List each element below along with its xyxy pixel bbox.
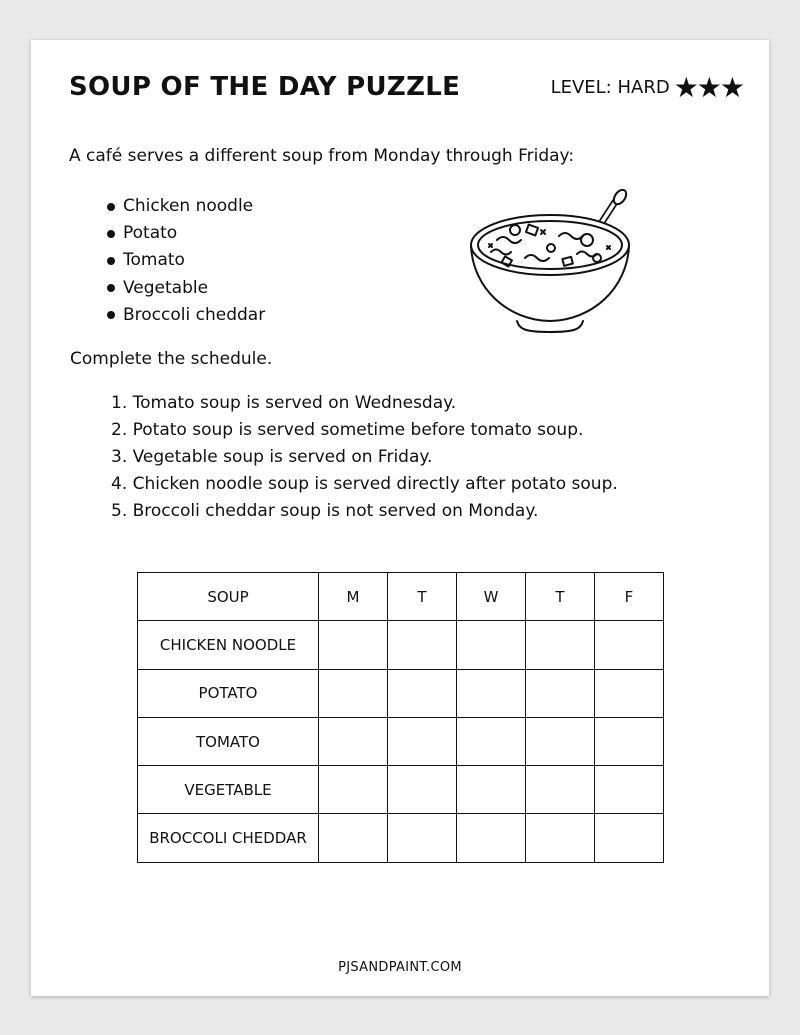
grid-header-day: T: [388, 573, 457, 621]
grid-cell[interactable]: [526, 621, 595, 669]
grid-cell[interactable]: [595, 669, 664, 717]
worksheet-page: [31, 40, 769, 996]
bullet-icon: [107, 203, 115, 211]
grid-cell[interactable]: [526, 766, 595, 814]
clue-item: 4. Chicken noodle soup is served directly after potato soup.: [111, 474, 618, 494]
soup-bowl-icon: [467, 188, 633, 338]
grid-row-label: TOMATO: [138, 717, 319, 765]
grid-cell[interactable]: [457, 669, 526, 717]
grid-cell[interactable]: [388, 766, 457, 814]
clue-item: 5. Broccoli cheddar soup is not served on Monday.: [111, 501, 539, 521]
clue-item: 1. Tomato soup is served on Wednesday.: [111, 393, 457, 413]
grid-header-soup: SOUP: [138, 573, 319, 621]
bullet-icon: [107, 284, 115, 292]
grid-cell[interactable]: [526, 814, 595, 862]
grid-cell[interactable]: [457, 621, 526, 669]
grid-cell[interactable]: [526, 669, 595, 717]
clue-item: 2. Potato soup is served sometime before tomato soup.: [111, 420, 584, 440]
grid-header-day: M: [319, 573, 388, 621]
list-item: Vegetable: [107, 275, 265, 302]
clue-list: [111, 390, 618, 525]
star-rating-icon: ★★★: [673, 71, 743, 104]
grid-cell[interactable]: [388, 814, 457, 862]
grid-row-label: CHICKEN NOODLE: [138, 621, 319, 669]
bullet-icon: [107, 257, 115, 265]
schedule-grid: [137, 572, 664, 863]
grid-header-day: T: [526, 573, 595, 621]
soup-list: [107, 193, 265, 329]
grid-cell[interactable]: [388, 669, 457, 717]
page-title: SOUP OF THE DAY PUZZLE: [69, 72, 461, 102]
grid-cell[interactable]: [319, 814, 388, 862]
grid-cell[interactable]: [319, 717, 388, 765]
grid-header-day: F: [595, 573, 664, 621]
difficulty-level: [550, 71, 743, 104]
grid-row-label: BROCCOLI CHEDDAR: [138, 814, 319, 862]
table-row: [138, 669, 664, 717]
grid-cell[interactable]: [595, 621, 664, 669]
grid-cell[interactable]: [319, 621, 388, 669]
grid-cell[interactable]: [595, 814, 664, 862]
list-item: Tomato: [107, 247, 265, 274]
bullet-icon: [107, 230, 115, 238]
grid-header-row: [138, 573, 664, 621]
grid-row-label: POTATO: [138, 669, 319, 717]
table-row: [138, 766, 664, 814]
grid-cell[interactable]: [319, 669, 388, 717]
grid-cell[interactable]: [457, 717, 526, 765]
grid-cell[interactable]: [388, 717, 457, 765]
bullet-icon: [107, 311, 115, 319]
clue-item: 3. Vegetable soup is served on Friday.: [111, 447, 433, 467]
list-item: Chicken noodle: [107, 193, 265, 220]
footer-website: PJSANDPAINT.COM: [338, 960, 462, 975]
grid-cell[interactable]: [526, 717, 595, 765]
intro-text: A café serves a different soup from Monday through Friday:: [69, 146, 575, 166]
table-row: [138, 621, 664, 669]
grid-row-label: VEGETABLE: [138, 766, 319, 814]
instruction-text: Complete the schedule.: [70, 349, 273, 369]
grid-cell[interactable]: [457, 814, 526, 862]
list-item: Potato: [107, 220, 265, 247]
level-label: LEVEL: HARD: [550, 77, 670, 98]
table-row: [138, 814, 664, 862]
table-row: [138, 717, 664, 765]
grid-cell[interactable]: [388, 621, 457, 669]
grid-header-day: W: [457, 573, 526, 621]
list-item: Broccoli cheddar: [107, 302, 265, 329]
grid-cell[interactable]: [595, 766, 664, 814]
grid-cell[interactable]: [457, 766, 526, 814]
grid-cell[interactable]: [595, 717, 664, 765]
grid-cell[interactable]: [319, 766, 388, 814]
